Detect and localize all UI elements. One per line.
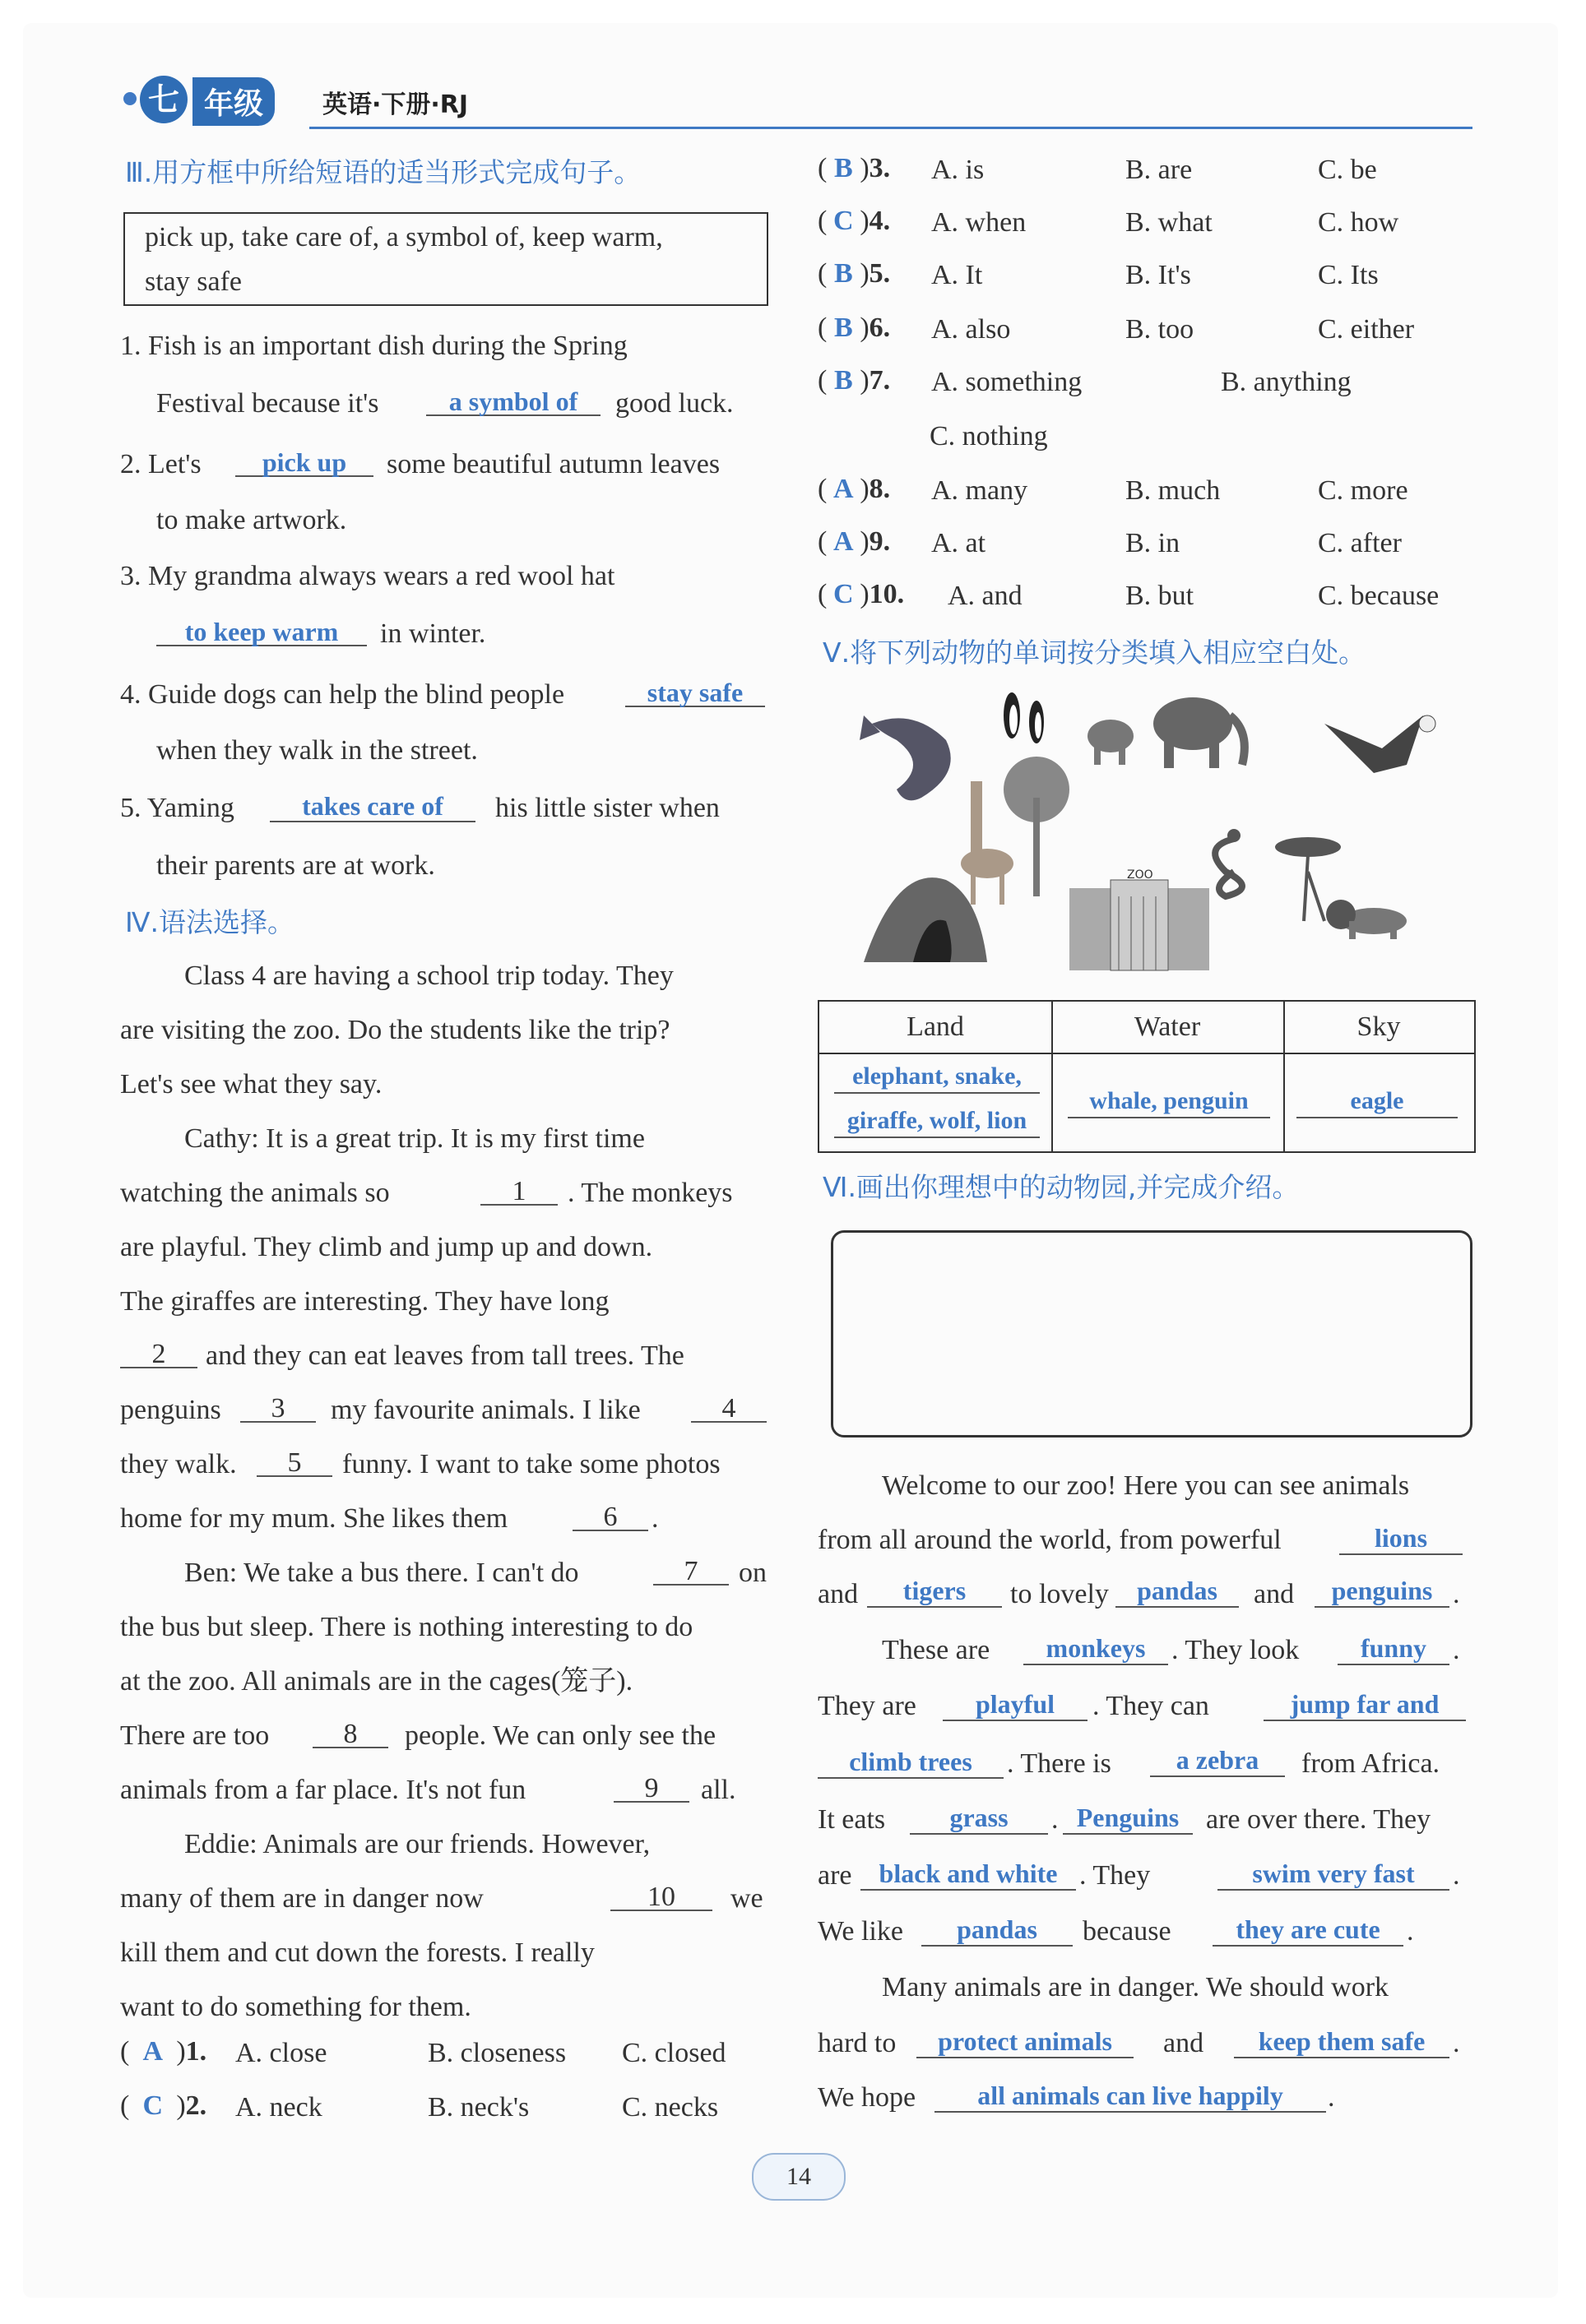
q5-line1b: his little sister when <box>495 793 720 823</box>
blank-10-number: 10 <box>647 1882 675 1912</box>
passage-line: my favourite animals. I like <box>331 1395 641 1425</box>
mc-paren: ) <box>860 579 870 609</box>
intro-word: hard to <box>818 2028 897 2058</box>
mc-paren: ( <box>120 2036 130 2067</box>
zoo-sign-text: ZOO <box>1127 868 1153 882</box>
mc-option: B. much <box>1125 475 1221 506</box>
blank-6-number: 6 <box>603 1502 618 1532</box>
mc-item-7 <box>818 365 890 396</box>
mc-paren: ( <box>818 312 828 343</box>
blank-7-number: 7 <box>684 1556 698 1586</box>
header-water: Water <box>1134 1012 1201 1042</box>
mc-option: A. something <box>931 367 1083 397</box>
answer-pandas-2: pandas <box>921 1914 1073 1947</box>
q4-answer: stay safe <box>647 678 744 707</box>
answer-cute: they are cute <box>1213 1914 1403 1947</box>
mc-option: C. closed <box>622 2038 726 2068</box>
mc-option: A. is <box>931 155 985 185</box>
page-number-cloud <box>752 2153 846 2201</box>
passage-line: are playful. They climb and jump up and down. <box>120 1232 653 1262</box>
giraffe-icon <box>961 757 1069 905</box>
mc-paren: ( <box>818 153 828 183</box>
land-answer-line1: elephant, snake, <box>834 1062 1040 1094</box>
intro-word: . They look <box>1171 1635 1300 1665</box>
header-land: Land <box>907 1012 964 1042</box>
mc-option: C. either <box>1318 314 1415 345</box>
passage-line: Let's see what they say. <box>120 1069 383 1100</box>
lion-icon <box>1326 900 1407 939</box>
book-label: 英语·下册·RJ <box>322 90 469 119</box>
mc-option: C. nothing <box>930 421 1048 451</box>
mc-option: C. more <box>1318 475 1408 506</box>
intro-word: because <box>1083 1916 1171 1947</box>
answer-pandas: pandas <box>1115 1576 1239 1608</box>
passage-line: . The monkeys <box>568 1178 733 1208</box>
intro-word: and <box>1254 1579 1295 1609</box>
blank-5-number: 5 <box>287 1447 302 1478</box>
mc-option: B. closeness <box>428 2038 567 2068</box>
mc-paren: ( <box>120 2090 130 2121</box>
mc-answer: B <box>833 258 853 289</box>
phrase-box-line2: stay safe <box>145 266 243 297</box>
cave-icon <box>864 877 987 962</box>
intro-word: . There is <box>1007 1748 1111 1779</box>
answer-playful: playful <box>943 1689 1087 1721</box>
header-sky: Sky <box>1356 1012 1401 1042</box>
nianji-label: 年级 <box>192 77 275 126</box>
answer-lions: lions <box>1339 1523 1463 1555</box>
mc-paren: ( <box>818 474 828 504</box>
passage-line: are visiting the zoo. Do the students like the trip? <box>120 1015 670 1045</box>
passage-line: on <box>739 1558 767 1588</box>
blank-1-number: 1 <box>512 1176 526 1206</box>
answer-penguins-2: Penguins <box>1063 1803 1193 1835</box>
passage-line: The giraffes are interesting. They have long <box>120 1286 610 1317</box>
mc-option: B. anything <box>1221 367 1352 397</box>
mc-option: C. because <box>1318 581 1440 611</box>
mc-answer: A <box>833 526 854 557</box>
answer-keep-safe: keep them safe <box>1234 2026 1449 2058</box>
q1-line2a: Festival because it's <box>156 388 379 419</box>
mc-number: 4. <box>869 206 891 236</box>
q3-line2: in winter. <box>380 618 486 649</box>
intro-word: are over there. They <box>1206 1804 1431 1835</box>
q5-line1a: 5. Yaming <box>120 793 234 823</box>
mc-option: B. are <box>1125 155 1193 185</box>
intro-word: We hope <box>818 2082 916 2113</box>
grade-badge: 七 <box>140 76 188 123</box>
mc-item-4 <box>818 206 890 237</box>
animals-illustration <box>847 674 1440 979</box>
passage-line: penguins <box>120 1395 221 1425</box>
header-dot-icon <box>123 92 137 105</box>
mc-paren: ( <box>818 365 828 396</box>
mc-option: B. neck's <box>428 2092 530 2123</box>
mc-option: B. but <box>1125 581 1194 611</box>
page-number: 14 <box>786 2163 811 2190</box>
mc-paren: ) <box>860 474 870 504</box>
blank-2-number: 2 <box>151 1339 166 1369</box>
q4-line1: 4. Guide dogs can help the blind people <box>120 679 565 710</box>
mc-number: 8. <box>869 474 891 504</box>
section-4-title: Ⅳ.语法选择。 <box>125 906 294 938</box>
mc-option: C. Its <box>1318 260 1379 290</box>
mc-answer: B <box>833 365 853 396</box>
table-row-divider <box>819 1053 1474 1054</box>
mc-paren: ( <box>818 258 828 289</box>
mc-option: B. It's <box>1125 260 1191 290</box>
mc-number: 9. <box>869 526 891 557</box>
drawing-box[interactable] <box>831 1230 1472 1437</box>
mc-number: 5. <box>869 258 891 289</box>
animal-table <box>818 1000 1476 1153</box>
intro-line: Welcome to our zoo! Here you can see animals <box>882 1470 1410 1501</box>
mc-option: A. and <box>948 581 1023 611</box>
answer-jump: jump far and <box>1264 1689 1466 1721</box>
mc-paren: ) <box>860 365 870 396</box>
q2-line2: to make artwork. <box>156 505 347 535</box>
section-3-title: Ⅲ.用方框中所给短语的适当形式完成句子。 <box>125 156 642 188</box>
passage-line: animals from a far place. It's not fun <box>120 1775 526 1805</box>
mc-paren: ( <box>818 579 828 609</box>
answer-protect: protect animals <box>916 2026 1134 2058</box>
mc-paren: ) <box>860 312 870 343</box>
mc-option: A. at <box>931 528 986 558</box>
mc-option: A. many <box>931 475 1028 506</box>
intro-word: . <box>1453 1579 1460 1609</box>
q1-answer: a symbol of <box>448 387 578 416</box>
mc-option: A. neck <box>235 2092 322 2123</box>
mc-option: C. how <box>1318 207 1399 238</box>
q5-line2: their parents are at work. <box>156 850 435 881</box>
mc-item-3 <box>818 153 890 184</box>
passage-line: we <box>730 1883 763 1914</box>
passage-line: Class 4 are having a school trip today. They <box>184 961 674 991</box>
intro-word: . <box>1453 1635 1460 1665</box>
mc-paren: ) <box>176 2090 186 2121</box>
mc-number: 3. <box>869 153 891 183</box>
mc-answer: B <box>833 312 853 343</box>
q5-answer: takes care of <box>302 791 443 821</box>
passage-line: home for my mum. She likes them <box>120 1503 508 1534</box>
phrase-box <box>123 212 768 306</box>
mc-paren: ) <box>860 153 870 183</box>
passage-line: all. <box>701 1775 736 1805</box>
passage-line: they walk. <box>120 1449 237 1479</box>
q4-line2: when they walk in the street. <box>156 735 478 766</box>
q2-line1a: 2. Let's <box>120 449 202 479</box>
intro-word: . <box>1051 1804 1059 1835</box>
passage-line: at the zoo. All animals are in the cages(笼子). <box>120 1666 633 1697</box>
q3-line1: 3. My grandma always wears a red wool hat <box>120 561 615 591</box>
blank-3-number: 3 <box>271 1393 285 1424</box>
passage-line: watching the animals so <box>120 1178 390 1208</box>
mc-answer: C <box>142 2090 164 2121</box>
section-5-title: Ⅴ.将下列动物的单词按分类填入相应空白处。 <box>823 637 1366 669</box>
mc-option: C. necks <box>622 2092 719 2123</box>
intro-word: . <box>1453 2028 1460 2058</box>
passage-line: funny. I want to take some photos <box>342 1449 721 1479</box>
mc-item-9 <box>818 526 890 558</box>
mc-item-6 <box>818 312 890 344</box>
mc-paren: ) <box>176 2036 186 2067</box>
mc-option: B. in <box>1125 528 1180 558</box>
mc-paren: ) <box>860 258 870 289</box>
intro-line: Many animals are in danger. We should work <box>882 1972 1389 2002</box>
phrase-box-line1: pick up, take care of, a symbol of, keep warm, <box>145 222 663 252</box>
q3-answer: to keep warm <box>184 617 339 646</box>
sky-answer: eagle <box>1296 1087 1458 1118</box>
mc-paren: ( <box>818 526 828 557</box>
q1-line2b: good luck. <box>615 388 734 419</box>
mc-option: A. also <box>931 314 1011 345</box>
intro-word: . They <box>1079 1860 1151 1891</box>
q2-line1b: some beautiful autumn leaves <box>387 449 721 479</box>
q1-line1: 1. Fish is an important dish during the Spring <box>120 331 628 361</box>
passage-line: and they can eat leaves from tall trees. The <box>206 1340 684 1371</box>
answer-tigers: tigers <box>867 1576 1002 1608</box>
mc-option: B. too <box>1125 314 1194 345</box>
mc-answer: B <box>833 153 853 183</box>
zoo-gate-icon <box>1069 868 1209 970</box>
answer-penguins: penguins <box>1315 1576 1449 1608</box>
mc-number: 1. <box>185 2036 207 2067</box>
answer-grass: grass <box>910 1803 1048 1835</box>
mc-paren: ) <box>860 526 870 557</box>
passage-line: want to do something for them. <box>120 1992 471 2022</box>
mc-paren: ( <box>818 206 828 236</box>
whale-icon <box>860 715 951 800</box>
intro-word: . They can <box>1092 1691 1209 1721</box>
blank-9-number: 9 <box>644 1773 659 1803</box>
passage-line: Eddie: Animals are our friends. However, <box>184 1829 651 1859</box>
mc-number: 7. <box>869 365 891 396</box>
passage-line: . <box>652 1503 659 1534</box>
answer-climb: climb trees <box>818 1747 1004 1779</box>
intro-word: . <box>1328 2082 1335 2113</box>
land-answer-line2: giraffe, wolf, lion <box>834 1107 1040 1138</box>
penguin-icon <box>1004 692 1044 743</box>
mc-item-10 <box>818 579 904 610</box>
mc-option: A. It <box>931 260 983 290</box>
section-6-title: Ⅵ.画出你理想中的动物园,并完成介绍。 <box>823 1171 1300 1203</box>
mc-paren: ) <box>860 206 870 236</box>
mc-number: 10. <box>869 579 905 609</box>
snake-icon <box>1215 829 1242 896</box>
intro-word: We like <box>818 1916 903 1947</box>
passage-line: Cathy: It is a great trip. It is my first time <box>184 1123 645 1154</box>
mc-item-1 <box>120 2036 206 2067</box>
mc-option: A. close <box>235 2038 327 2068</box>
intro-line: from all around the world, from powerful <box>818 1525 1282 1555</box>
intro-word: and <box>818 1579 859 1609</box>
header <box>123 76 1472 133</box>
mc-item-8 <box>818 474 890 505</box>
mc-number: 6. <box>869 312 891 343</box>
intro-word: It eats <box>818 1804 886 1835</box>
mc-option: C. be <box>1318 155 1377 185</box>
passage-line: people. We can only see the <box>405 1720 716 1751</box>
mc-item-2 <box>120 2090 206 2122</box>
eagle-icon <box>1324 715 1435 773</box>
passage-line: Ben: We take a bus there. I can't do <box>184 1558 579 1588</box>
water-answer: whale, penguin <box>1068 1087 1270 1118</box>
passage-line: many of them are in danger now <box>120 1883 484 1914</box>
answer-swim: swim very fast <box>1217 1859 1449 1891</box>
intro-word: . <box>1407 1916 1414 1947</box>
answer-zebra: a zebra <box>1150 1745 1285 1777</box>
mc-answer: A <box>142 2036 164 2067</box>
intro-word: They are <box>818 1691 916 1721</box>
answer-black-white: black and white <box>860 1859 1076 1891</box>
passage-line: There are too <box>120 1720 270 1751</box>
mc-number: 2. <box>185 2090 207 2121</box>
intro-word: from Africa. <box>1301 1748 1440 1779</box>
mc-option: B. what <box>1125 207 1213 238</box>
blank-4-number: 4 <box>721 1393 736 1424</box>
header-rule <box>309 127 1472 129</box>
intro-word: These are <box>882 1635 990 1665</box>
intro-word: and <box>1163 2028 1204 2058</box>
intro-word: to lovely <box>1010 1579 1109 1609</box>
answer-funny: funny <box>1338 1633 1449 1665</box>
intro-word: are <box>818 1860 852 1891</box>
mc-option: A. when <box>931 207 1027 238</box>
mc-answer: A <box>833 474 854 504</box>
answer-monkeys: monkeys <box>1023 1633 1168 1665</box>
passage-line: kill them and cut down the forests. I really <box>120 1937 595 1968</box>
answer-happily: all animals can live happily <box>934 2081 1326 2113</box>
passage-line: the bus but sleep. There is nothing interesting to do <box>120 1612 693 1642</box>
blank-8-number: 8 <box>343 1719 358 1749</box>
mc-option: C. after <box>1318 528 1402 558</box>
mc-answer: C <box>833 206 854 236</box>
mc-item-5 <box>818 258 890 289</box>
intro-word: . <box>1453 1860 1460 1891</box>
elephant-icon <box>1087 697 1245 768</box>
mc-answer: C <box>833 579 854 609</box>
q2-answer: pick up <box>262 447 347 477</box>
